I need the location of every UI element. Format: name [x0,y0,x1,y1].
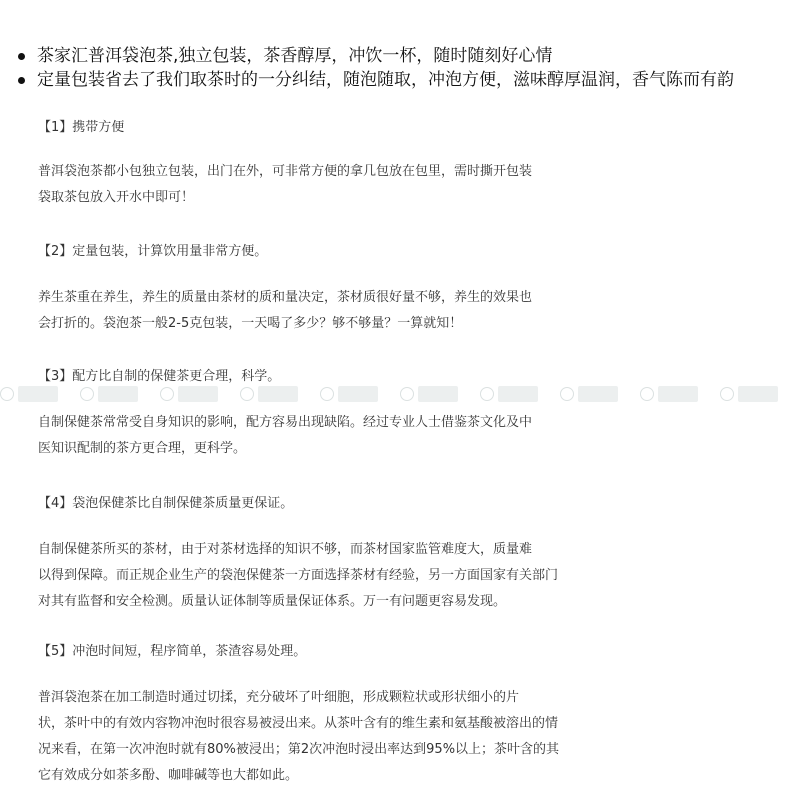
watermark-logo-icon [720,382,778,406]
section-paragraph [38,159,623,211]
section-paragraph [38,285,623,337]
section-heading: 【3】配方比自制的保健茶更合理，科学。 [38,369,281,384]
paragraph-line: 会打折的。袋泡茶一般2-5克包装，一天喝了多少？够不够量？一算就知！ [38,316,463,331]
bullet-text: 茶家汇普洱袋泡茶,独立包装，茶香醇厚，冲饮一杯，随时随刻好心情 [37,46,553,66]
paragraph-line: 状，茶叶中的有效内容物冲泡时很容易被浸出来。从茶叶含有的维生素和氨基酸被溶出的情 [38,716,559,731]
section-paragraph [38,410,623,462]
paragraph-line: 袋取茶包放入开水中即可！ [38,190,195,205]
bullet-item [12,68,782,92]
section-heading: 【1】携带方便 [38,120,125,135]
watermark-logo-icon [640,382,698,406]
bullet-text: 定量包装省去了我们取茶时的一分纠结，随泡随取，冲泡方便，滋味醇厚温润，香气陈而有韵 [37,70,734,90]
section-paragraph [38,537,623,615]
bullet-list [12,44,782,92]
paragraph-line: 自制保健茶所买的茶材，由于对茶材选择的知识不够，而茶材国家监管难度大，质量难 [38,542,533,557]
watermark-strip [0,382,790,406]
paragraph-line: 自制保健茶常常受自身知识的影响，配方容易出现缺陷。经过专业人士借鉴茶文化及中 [38,415,533,430]
watermark-logo-icon [240,382,298,406]
paragraph-line: 它有效成分如茶多酚、咖啡碱等也大都如此。 [38,768,299,783]
paragraph-line: 普洱袋泡茶都小包独立包装，出门在外，可非常方便的拿几包放在包里，需时撕开包装 [38,164,533,179]
paragraph-line: 对其有监督和安全检测。质量认证体制等质量保证体系。万一有问题更容易发现。 [38,594,507,609]
section-paragraph [38,685,623,789]
paragraph-line: 养生茶重在养生，养生的质量由茶材的质和量决定，茶材质很好量不够，养生的效果也 [38,290,533,305]
watermark-logo-icon [480,382,538,406]
bullet-item [12,44,782,68]
paragraph-line: 以得到保障。而正规企业生产的袋泡保健茶一方面选择茶材有经验，另一方面国家有关部门 [38,568,559,583]
watermark-logo-icon [560,382,618,406]
watermark-logo-icon [0,382,58,406]
section-heading: 【2】定量包装，计算饮用量非常方便。 [38,244,268,259]
paragraph-line: 普洱袋泡茶在加工制造时通过切揉，充分破坏了叶细胞，形成颗粒状或形状细小的片 [38,690,520,705]
watermark-logo-icon [320,382,378,406]
watermark-logo-icon [80,382,138,406]
watermark-logo-icon [160,382,218,406]
watermark-logo-icon [400,382,458,406]
bullet-dot-icon [18,77,25,84]
section-heading: 【5】冲泡时间短，程序简单，茶渣容易处理。 [38,644,307,659]
paragraph-line: 医知识配制的茶方更合理，更科学。 [38,441,247,456]
bullet-dot-icon [18,53,25,60]
section-heading: 【4】袋泡保健茶比自制保健茶质量更保证。 [38,496,294,511]
paragraph-line: 况来看，在第一次冲泡时就有80%被浸出；第2次冲泡时浸出率达到95%以上；茶叶含的其 [38,742,560,757]
